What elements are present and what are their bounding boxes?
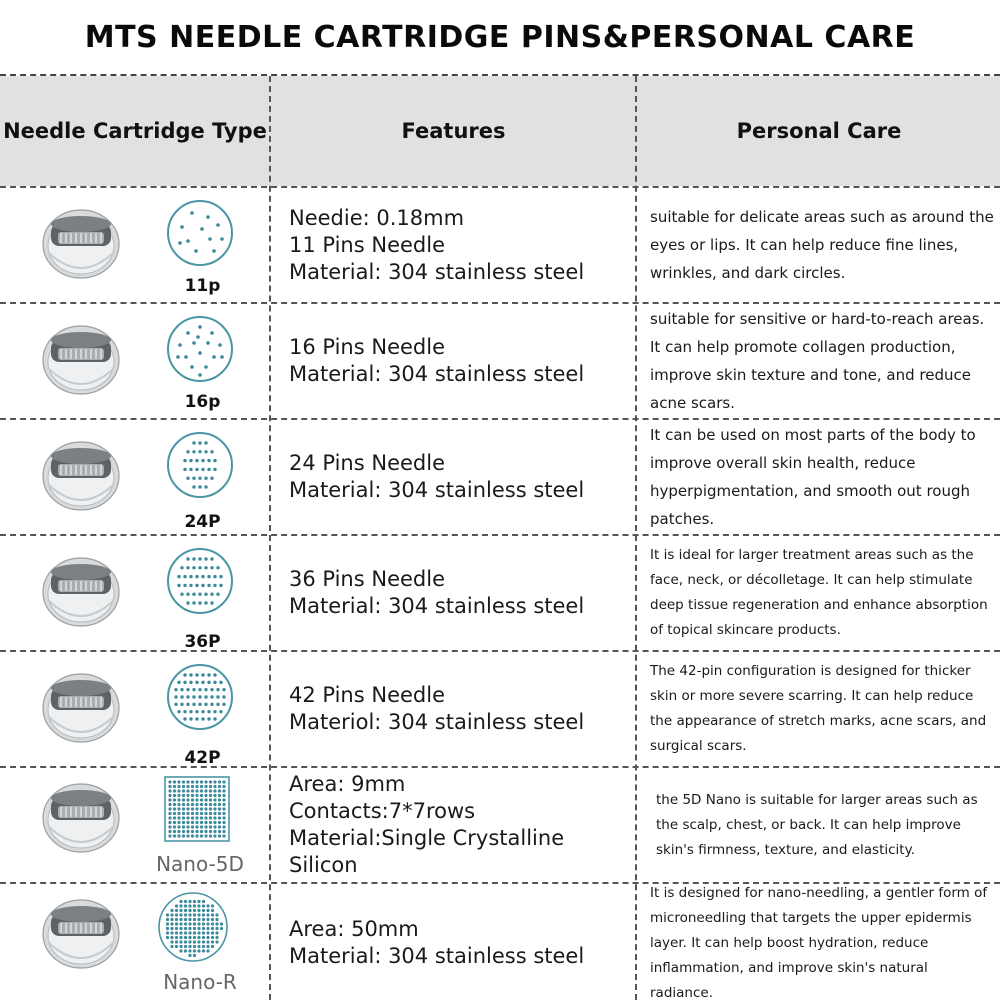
cartridge-image-cell [0,884,270,1000]
needle-cartridge-icon [40,892,122,972]
feature-line: Material:Single Crystalline Silicon [289,826,565,877]
features-cell [272,536,635,650]
needle-cartridge-icon [40,550,122,630]
pin-pattern-icon [165,430,235,500]
needle-cartridge-icon [40,434,122,514]
table-header [0,76,1000,186]
features-cell [272,420,635,534]
personal-care-cell: the 5D Nano is suitable for larger areas such as the scalp, chest, or back. It can help improve skin's firmness, texture, and elasticity. [656,791,978,858]
feature-line: Material: 304 stainless steel [289,259,585,284]
cartridge-label: 36P [184,632,221,652]
personal-care-cell: It is ideal for larger treatment areas such as the face, neck, or décolletage. It can help stimulate deep tissue regeneration and enhance absorption of topical skincare products. [650,547,988,638]
feature-line: 36 Pins Needle [289,567,445,591]
header-care: Personal Care [736,119,902,143]
table-row [0,536,1000,650]
cartridge-table [0,74,1000,1000]
personal-care-cell: It is designed for nano-needling, a gentler form of microneedling that targets the upper epidermis layer. It can help boost hydration, reduce inflammation, and improve skin's natural radiance. [650,884,988,1000]
table-row [0,304,1000,418]
feature-line: Material: 304 stainless steel [289,478,585,502]
feature-line: 24 Pins Needle [289,451,445,475]
cartridge-image-cell [0,188,270,302]
pin-pattern-icon [162,774,232,844]
cartridge-label: 11p [184,276,221,296]
features-cell [272,188,635,302]
table-row [0,188,1000,302]
feature-line: Contacts:7*7rows [289,799,476,823]
features-cell [272,768,635,882]
feature-line: Needie: 0.18mm [289,205,465,230]
personal-care-cell: The 42-pin configuration is designed for thicker skin or more severe scarring. It can help reduce the appearance of stretch marks, acne scars, and surgical scars. [650,663,987,754]
feature-line: 16 Pins Needle [289,335,445,359]
cartridge-label: 24P [184,512,221,532]
feature-line: Area: 50mm [289,917,419,941]
needle-cartridge-icon [40,666,122,746]
features-cell [272,304,635,418]
needle-cartridge-icon [40,776,122,856]
feature-line: Material: 304 stainless steel [289,594,585,618]
column-divider [269,76,271,1000]
pin-pattern-icon [165,198,235,268]
cartridge-label: 16p [184,392,221,412]
cartridge-label: 42P [184,748,221,768]
header-features: Features [401,119,506,143]
table-row [0,768,1000,882]
cartridge-image-cell [0,536,270,650]
personal-care-cell: suitable for delicate areas such as around the eyes or lips. It can help reduce fine lines, wrinkles, and dark circles. [650,208,994,282]
needle-cartridge-icon [40,202,122,282]
features-cell [272,652,635,766]
table-row [0,420,1000,534]
cartridge-image-cell [0,652,270,766]
pin-pattern-icon [165,314,235,384]
feature-line: Material: 304 stainless steel [289,944,585,968]
header-type: Needle Cartridge Type [3,119,267,143]
needle-cartridge-icon [40,318,122,398]
pin-pattern-icon [156,890,230,964]
cartridge-image-cell [0,304,270,418]
feature-line: Material: 304 stainless steel [289,362,585,386]
personal-care-cell: It can be used on most parts of the body to improve overall skin health, reduce hyperpigmentation, and smooth out rough patches. [650,426,976,528]
feature-line: Materiol: 304 stainless steel [289,710,585,734]
cartridge-image-cell [0,420,270,534]
feature-line: 42 Pins Needle [289,683,445,707]
personal-care-cell: suitable for sensitive or hard-to-reach areas. It can help promote collagen production, improve skin texture and tone, and reduce acne scars. [650,310,985,412]
cartridge-image-cell [0,768,270,882]
pin-pattern-icon [165,662,235,732]
cartridge-label: Nano-R [163,970,237,994]
row-divider [0,186,1000,188]
page-title: MTS NEEDLE CARTRIDGE PINS&PERSONAL CARE [84,19,916,55]
cartridge-label: Nano-5D [156,852,244,876]
column-divider [635,76,637,1000]
table-row [0,652,1000,766]
features-cell [272,884,635,1000]
table-row [0,884,1000,1000]
pin-pattern-icon [165,546,235,616]
feature-line: Area: 9mm [289,772,406,796]
feature-line: 11 Pins Needle [289,232,445,257]
